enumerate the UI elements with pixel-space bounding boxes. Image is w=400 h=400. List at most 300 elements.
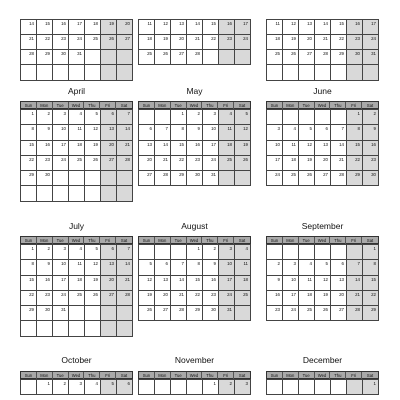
weekday-label: Sun: [267, 237, 283, 244]
day-cell: [69, 380, 85, 395]
weekday-label: Fri: [100, 102, 116, 109]
day-number: 23: [61, 35, 66, 41]
day-number: 26: [291, 51, 296, 57]
weekday-label: Wed: [315, 372, 331, 379]
weekday-label: Mon: [283, 237, 299, 244]
day-number: 11: [275, 20, 280, 26]
month-block: [138, 0, 251, 400]
day-number: 10: [227, 261, 232, 267]
weekday-label: Sun: [21, 102, 37, 109]
day-number: 19: [147, 291, 152, 297]
day-number: 27: [339, 307, 344, 313]
day-number: 8: [197, 261, 200, 267]
day-number: 28: [179, 307, 184, 313]
weekday-label: Mon: [283, 372, 299, 379]
day-number: 16: [211, 276, 216, 282]
day-number: 6: [325, 126, 328, 132]
day-number: 4: [95, 381, 98, 386]
day-number: 25: [243, 291, 248, 297]
day-number: 15: [45, 20, 50, 26]
day-number: 14: [323, 20, 328, 26]
weekday-label: Fri: [218, 102, 234, 109]
day-number: 2: [373, 111, 376, 116]
day-number: 15: [195, 276, 200, 282]
day-number: 14: [29, 20, 34, 26]
day-number: 13: [147, 141, 152, 147]
day-number: 21: [163, 156, 168, 162]
day-number: 18: [77, 141, 82, 147]
day-number: 13: [163, 276, 168, 282]
day-number: 2: [47, 111, 50, 116]
weekday-label: Thu: [330, 372, 346, 379]
day-number: 24: [275, 172, 280, 178]
day-number: 11: [77, 261, 82, 267]
day-number: 12: [93, 126, 98, 132]
day-number: 1: [31, 246, 34, 251]
day-number: 30: [371, 172, 376, 178]
day-number: 8: [31, 126, 34, 132]
day-number: 14: [195, 20, 200, 26]
day-number: 24: [61, 156, 66, 162]
month-title: May: [186, 86, 203, 96]
weekday-label: Sun: [267, 102, 283, 109]
day-number: 5: [309, 126, 312, 132]
day-number: 28: [323, 51, 328, 57]
day-number: 29: [195, 307, 200, 313]
day-number: 21: [195, 35, 200, 41]
day-number: 27: [109, 156, 114, 162]
day-number: 21: [179, 291, 184, 297]
day-number: 8: [357, 126, 360, 132]
day-number: 24: [243, 35, 248, 41]
month-title: September: [301, 221, 344, 231]
weekday-label: Fri: [100, 237, 116, 244]
weekday-label: Sun: [139, 102, 155, 109]
day-number: 16: [227, 20, 232, 26]
weekday-label: Mon: [155, 372, 171, 379]
day-number: 31: [77, 51, 82, 57]
day-number: 28: [339, 172, 344, 178]
day-number: 18: [307, 291, 312, 297]
day-number: 25: [147, 51, 152, 57]
day-number: 5: [149, 261, 152, 267]
day-number: 6: [149, 126, 152, 132]
day-number: 8: [373, 261, 376, 267]
day-number: 9: [197, 126, 200, 132]
day-cell: [219, 380, 235, 395]
day-number: 4: [79, 111, 82, 116]
day-number: 13: [307, 20, 312, 26]
day-number: 21: [339, 156, 344, 162]
day-number: 14: [125, 261, 130, 267]
day-number: 17: [275, 156, 280, 162]
weekday-label: Wed: [187, 237, 203, 244]
day-number: 17: [291, 291, 296, 297]
day-number: 5: [325, 261, 328, 267]
day-number: 12: [243, 126, 248, 132]
day-number: 27: [147, 172, 152, 178]
day-number: 20: [163, 291, 168, 297]
day-number: 23: [355, 35, 360, 41]
weekday-label: Sat: [366, 103, 374, 108]
day-number: 18: [93, 20, 98, 26]
day-number: 7: [127, 246, 130, 251]
day-number: 20: [109, 141, 114, 147]
day-number: 28: [125, 156, 130, 162]
day-number: 30: [45, 307, 50, 313]
weekday-label: Tue: [299, 102, 315, 109]
weekday-label: Sat: [120, 103, 128, 108]
day-number: 23: [371, 156, 376, 162]
day-number: 25: [77, 291, 82, 297]
day-number: 27: [307, 51, 312, 57]
weekday-label: Tue: [171, 237, 187, 244]
day-number: 23: [195, 156, 200, 162]
day-number: 1: [47, 381, 50, 386]
day-cell: [331, 380, 347, 395]
day-number: 19: [307, 156, 312, 162]
day-number: 22: [371, 291, 376, 297]
day-number: 30: [195, 172, 200, 178]
day-number: 20: [109, 276, 114, 282]
day-number: 1: [197, 246, 200, 251]
day-number: 4: [293, 126, 296, 132]
day-number: 11: [147, 20, 152, 26]
day-number: 12: [163, 20, 168, 26]
day-number: 2: [277, 261, 280, 267]
day-number: 21: [125, 276, 130, 282]
weekday-label: Sun: [139, 372, 155, 379]
day-number: 3: [79, 381, 82, 386]
day-number: 30: [211, 307, 216, 313]
day-cell: [283, 380, 299, 395]
day-number: 16: [275, 291, 280, 297]
weekday-label: Sat: [366, 238, 374, 243]
day-number: 30: [45, 172, 50, 178]
day-number: 19: [163, 35, 168, 41]
weekday-label: Mon: [155, 237, 171, 244]
month-block: [20, 0, 133, 400]
weekday-label: Sat: [120, 373, 128, 378]
day-number: 12: [323, 276, 328, 282]
day-number: 17: [243, 20, 248, 26]
day-number: 7: [181, 261, 184, 267]
day-number: 3: [277, 126, 280, 132]
day-grid: [20, 379, 133, 395]
day-number: 21: [125, 141, 130, 147]
day-number: 27: [109, 291, 114, 297]
weekday-label: Fri: [100, 372, 116, 379]
weekday-label: Mon: [37, 237, 53, 244]
day-number: 31: [371, 51, 376, 57]
weekday-label: Sat: [238, 103, 246, 108]
weekday-label: Sat: [238, 238, 246, 243]
weekday-label: Fri: [218, 372, 234, 379]
day-grid: [266, 379, 379, 395]
day-number: 31: [61, 307, 66, 313]
day-number: 5: [111, 381, 114, 386]
day-number: 30: [355, 51, 360, 57]
day-number: 24: [211, 156, 216, 162]
day-number: 29: [45, 51, 50, 57]
day-number: 27: [125, 35, 130, 41]
day-number: 9: [47, 126, 50, 132]
day-number: 1: [31, 111, 34, 116]
day-number: 22: [29, 291, 34, 297]
day-number: 14: [339, 141, 344, 147]
weekday-label: Mon: [37, 372, 53, 379]
day-cell: [53, 380, 69, 395]
day-number: 17: [227, 276, 232, 282]
day-number: 24: [61, 291, 66, 297]
day-number: 3: [293, 261, 296, 267]
day-number: 16: [195, 141, 200, 147]
day-number: 10: [291, 276, 296, 282]
day-number: 24: [291, 307, 296, 313]
day-cell: [85, 380, 101, 395]
day-number: 26: [93, 291, 98, 297]
day-number: 7: [127, 111, 130, 116]
day-number: 15: [29, 141, 34, 147]
day-number: 11: [307, 276, 312, 282]
day-number: 2: [197, 111, 200, 116]
day-number: 18: [275, 35, 280, 41]
day-number: 11: [243, 261, 248, 267]
day-number: 26: [93, 156, 98, 162]
day-cell: [37, 380, 53, 395]
day-number: 27: [323, 172, 328, 178]
day-number: 22: [29, 156, 34, 162]
month-title: June: [313, 86, 332, 96]
day-number: 4: [229, 111, 232, 116]
day-number: 9: [213, 261, 216, 267]
day-number: 2: [47, 246, 50, 251]
day-number: 16: [45, 276, 50, 282]
day-number: 25: [227, 156, 232, 162]
day-number: 20: [179, 35, 184, 41]
day-number: 25: [77, 156, 82, 162]
month-title: December: [302, 355, 343, 365]
day-number: 15: [355, 141, 360, 147]
day-number: 28: [195, 51, 200, 57]
day-number: 24: [77, 35, 82, 41]
weekday-label: Sat: [238, 373, 246, 378]
day-number: 22: [195, 291, 200, 297]
weekday-header: [138, 371, 251, 379]
day-number: 29: [29, 172, 34, 178]
day-number: 17: [61, 141, 66, 147]
weekday-label: Tue: [299, 237, 315, 244]
day-number: 10: [61, 261, 66, 267]
day-number: 26: [243, 156, 248, 162]
weekday-label: Wed: [187, 102, 203, 109]
weekday-header: [20, 371, 133, 379]
day-number: 21: [323, 35, 328, 41]
day-number: 20: [307, 35, 312, 41]
day-number: 5: [95, 246, 98, 251]
weekday-label: Wed: [69, 102, 85, 109]
day-cell: [117, 380, 133, 395]
month-title: October: [61, 355, 92, 365]
day-number: 1: [357, 111, 360, 116]
weekday-label: Tue: [299, 372, 315, 379]
month-title: April: [67, 86, 85, 96]
weekday-header: [266, 371, 379, 379]
day-number: 17: [77, 20, 82, 26]
day-number: 18: [243, 276, 248, 282]
day-number: 4: [79, 246, 82, 251]
weekday-label: Tue: [53, 372, 69, 379]
day-number: 2: [213, 246, 216, 251]
day-number: 6: [127, 381, 130, 386]
day-number: 6: [341, 261, 344, 267]
weekday-label: Sun: [21, 237, 37, 244]
day-number: 26: [307, 172, 312, 178]
day-number: 17: [371, 20, 376, 26]
day-number: 20: [147, 156, 152, 162]
weekday-label: Fri: [346, 102, 362, 109]
day-number: 29: [371, 307, 376, 313]
day-number: 1: [373, 381, 376, 386]
day-number: 30: [61, 51, 66, 57]
day-grid: [138, 379, 251, 395]
day-number: 2: [229, 381, 232, 386]
day-number: 12: [307, 141, 312, 147]
day-number: 28: [163, 172, 168, 178]
day-number: 19: [243, 141, 248, 147]
day-number: 9: [277, 276, 280, 282]
day-number: 7: [341, 126, 344, 132]
day-cell: [21, 380, 37, 395]
day-number: 23: [45, 156, 50, 162]
day-number: 5: [245, 111, 248, 116]
day-number: 23: [227, 35, 232, 41]
day-cell: [315, 380, 331, 395]
weekday-label: Wed: [69, 237, 85, 244]
day-number: 22: [179, 156, 184, 162]
day-cell: [363, 380, 379, 395]
day-number: 15: [211, 20, 216, 26]
day-number: 11: [291, 141, 296, 147]
weekday-label: Thu: [84, 102, 100, 109]
day-number: 29: [29, 307, 34, 313]
day-number: 18: [291, 156, 296, 162]
day-number: 7: [357, 261, 360, 267]
day-number: 29: [355, 172, 360, 178]
day-number: 23: [275, 307, 280, 313]
day-number: 1: [373, 246, 376, 251]
month-block: [266, 0, 379, 400]
weekday-label: Thu: [202, 372, 218, 379]
day-number: 12: [291, 20, 296, 26]
weekday-label: Wed: [315, 102, 331, 109]
day-cell: [299, 380, 315, 395]
day-number: 3: [245, 381, 248, 386]
day-number: 6: [111, 111, 114, 116]
day-number: 16: [61, 20, 66, 26]
day-number: 13: [109, 126, 114, 132]
weekday-label: Mon: [155, 102, 171, 109]
day-number: 3: [63, 246, 66, 251]
day-cell: [171, 380, 187, 395]
day-number: 23: [45, 291, 50, 297]
day-number: 29: [179, 172, 184, 178]
day-number: 16: [45, 141, 50, 147]
day-number: 14: [163, 141, 168, 147]
month-title: July: [68, 221, 85, 231]
day-number: 18: [147, 35, 152, 41]
day-cell: [155, 380, 171, 395]
day-number: 8: [31, 261, 34, 267]
day-number: 22: [339, 35, 344, 41]
day-number: 20: [125, 20, 130, 26]
day-number: 25: [275, 51, 280, 57]
day-number: 25: [93, 35, 98, 41]
day-number: 10: [275, 141, 280, 147]
weekday-label: Sun: [267, 372, 283, 379]
day-number: 16: [371, 141, 376, 147]
day-number: 6: [111, 246, 114, 251]
weekday-label: Sun: [21, 372, 37, 379]
day-number: 15: [29, 276, 34, 282]
day-cell: [101, 380, 117, 395]
day-number: 14: [355, 276, 360, 282]
day-number: 31: [211, 172, 216, 178]
day-number: 25: [307, 307, 312, 313]
day-number: 22: [355, 156, 360, 162]
day-number: 21: [355, 291, 360, 297]
day-cell: [235, 380, 251, 395]
day-number: 12: [147, 276, 152, 282]
day-number: 14: [179, 276, 184, 282]
day-number: 1: [213, 381, 216, 386]
weekday-label: Sat: [120, 238, 128, 243]
weekday-label: Sun: [139, 237, 155, 244]
day-cell: [139, 380, 155, 395]
day-number: 20: [323, 156, 328, 162]
day-number: 19: [323, 291, 328, 297]
weekday-label: Fri: [346, 372, 362, 379]
day-number: 23: [211, 291, 216, 297]
day-number: 22: [45, 35, 50, 41]
weekday-label: Wed: [69, 372, 85, 379]
weekday-label: Wed: [315, 237, 331, 244]
day-number: 14: [125, 126, 130, 132]
day-number: 19: [291, 35, 296, 41]
day-number: 26: [163, 51, 168, 57]
day-number: 9: [373, 126, 376, 132]
day-number: 20: [339, 291, 344, 297]
day-number: 24: [227, 291, 232, 297]
weekday-label: Fri: [346, 237, 362, 244]
weekday-label: Thu: [330, 237, 346, 244]
day-cell: [203, 380, 219, 395]
weekday-label: Tue: [171, 372, 187, 379]
day-number: 11: [77, 126, 82, 132]
day-number: 5: [95, 111, 98, 116]
day-number: 26: [147, 307, 152, 313]
day-number: 8: [181, 126, 184, 132]
day-number: 2: [63, 381, 66, 386]
weekday-label: Thu: [202, 102, 218, 109]
day-number: 15: [371, 276, 376, 282]
day-number: 10: [61, 126, 66, 132]
day-number: 13: [179, 20, 184, 26]
day-number: 4: [309, 261, 312, 267]
day-number: 18: [77, 276, 82, 282]
weekday-label: Thu: [330, 102, 346, 109]
day-cell: [347, 380, 363, 395]
